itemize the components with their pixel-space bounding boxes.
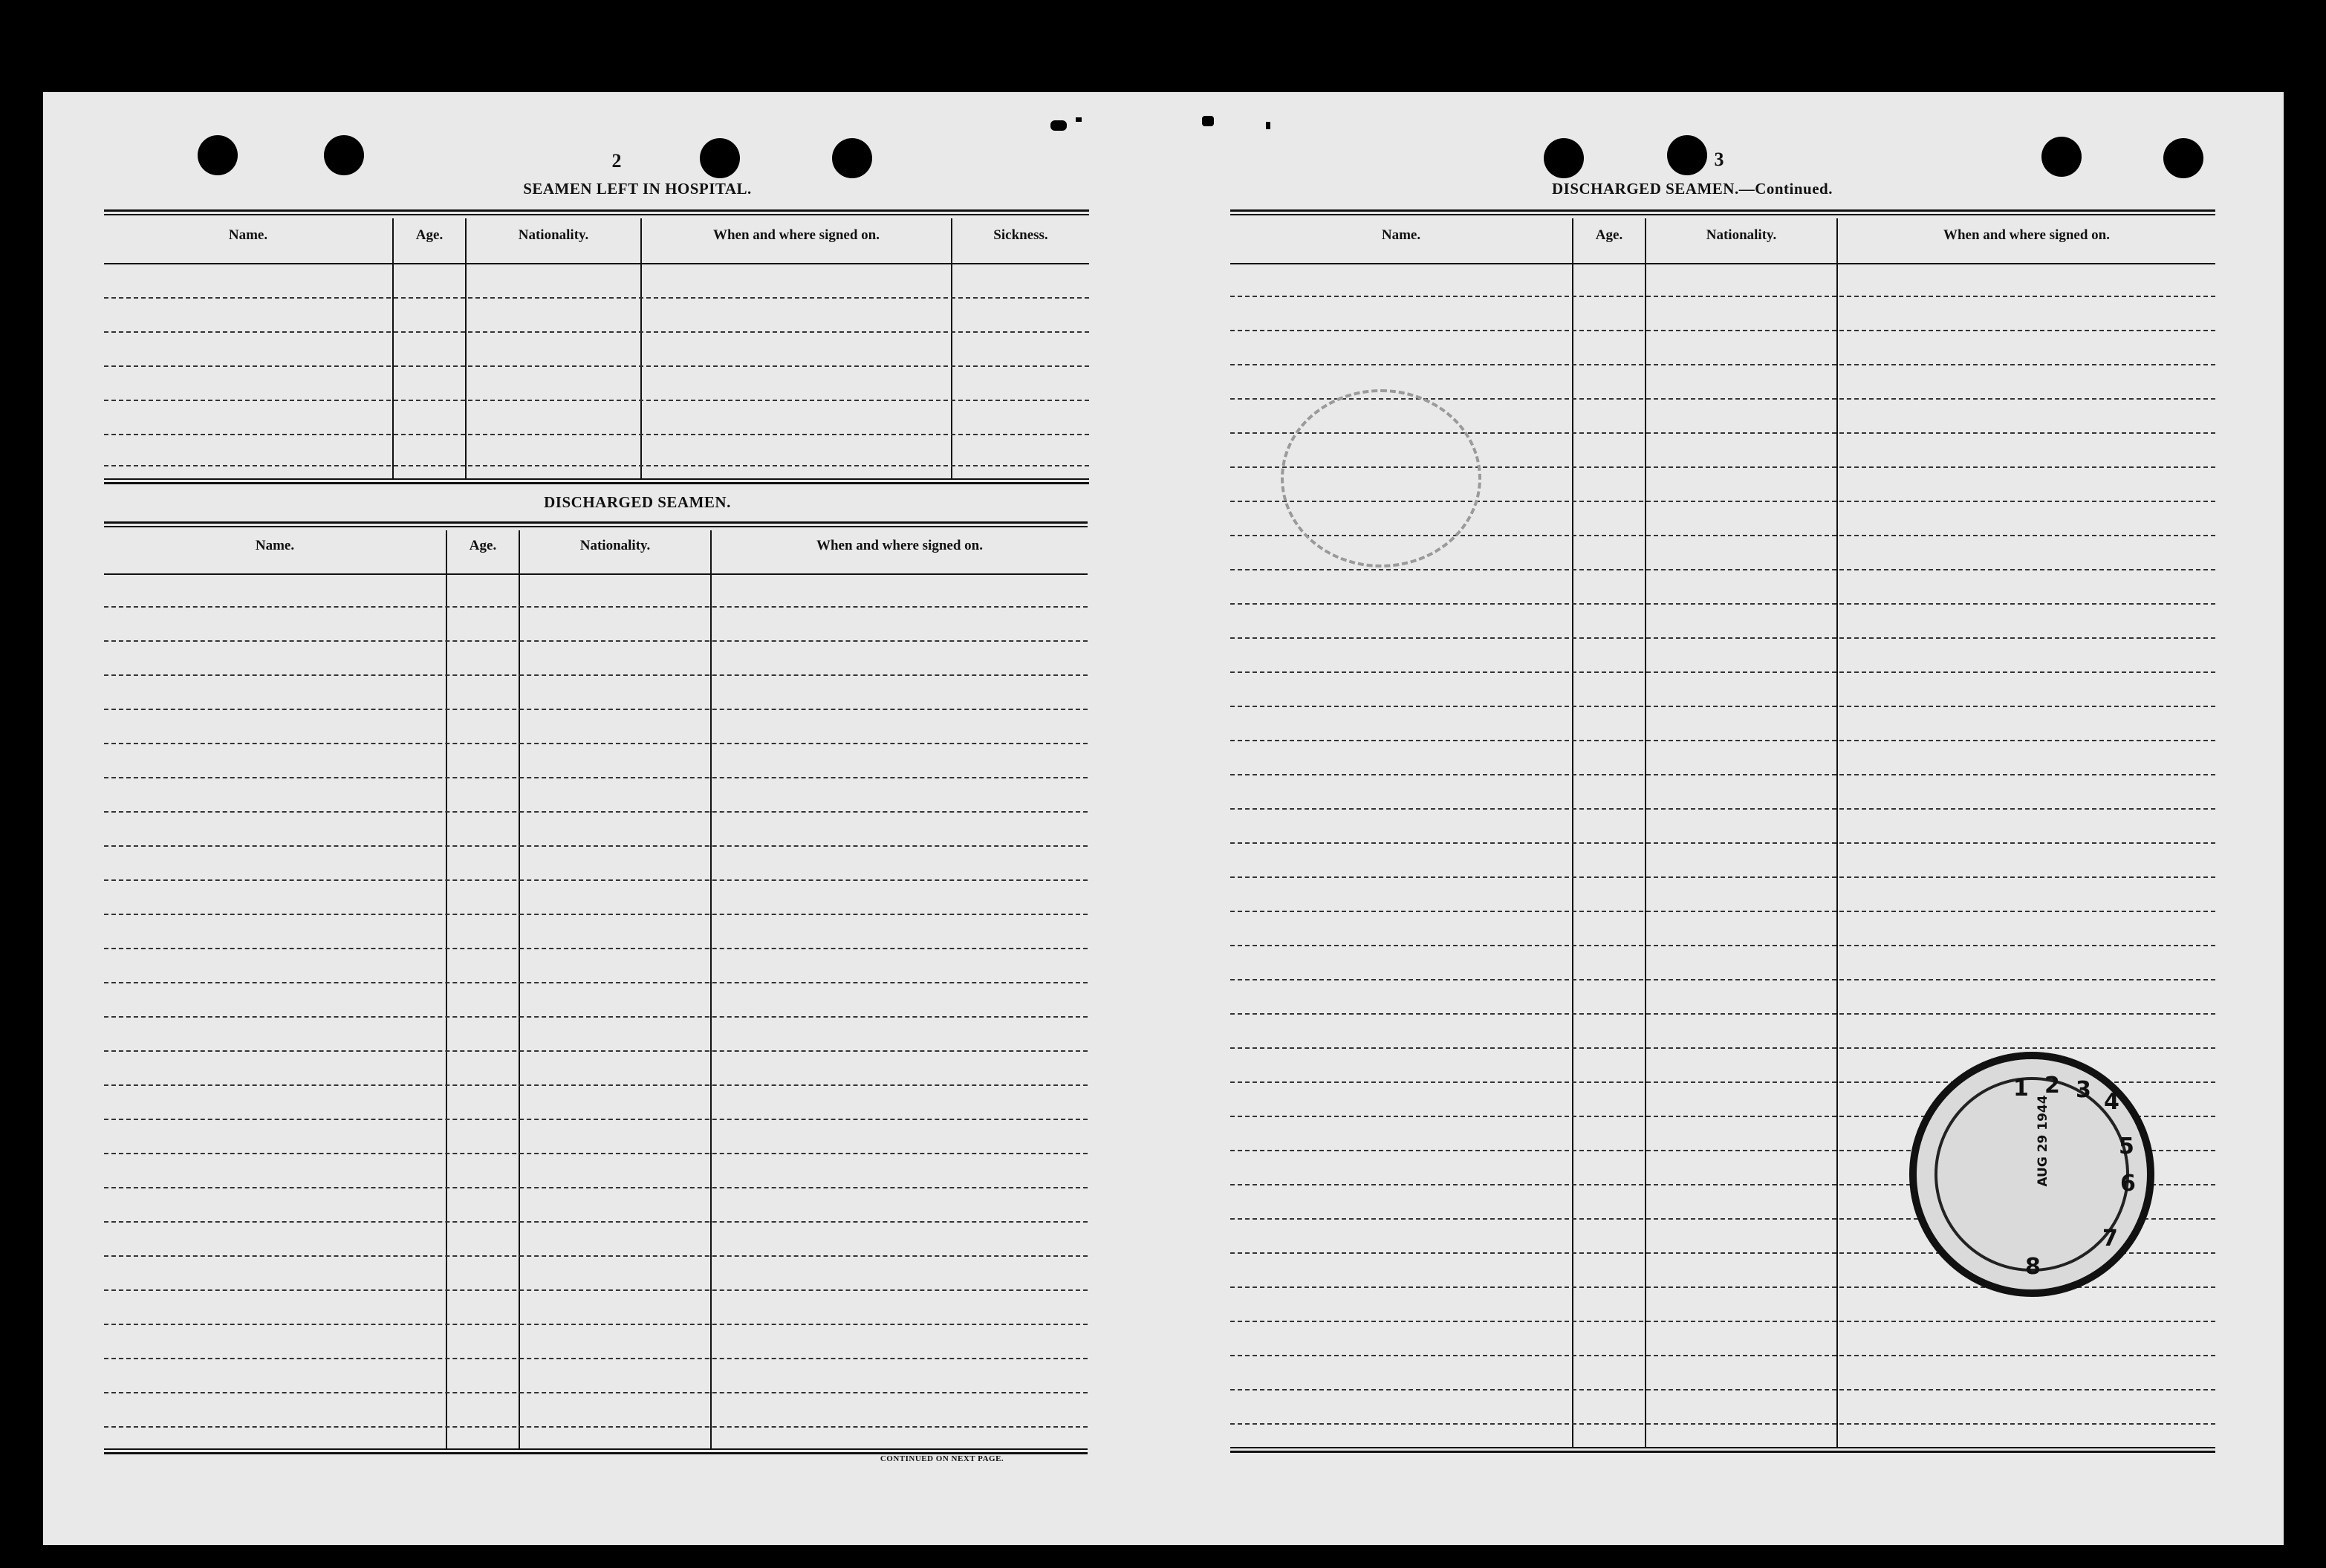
entry-line: [104, 1426, 1088, 1428]
column-header-name: Name.: [1381, 227, 1421, 243]
entry-line: [1230, 1423, 2215, 1425]
entry-line: [104, 1324, 1088, 1325]
column-divider: [710, 530, 712, 1450]
entry-line: [104, 1392, 1088, 1393]
header-underline: [104, 573, 1088, 575]
column-header-nationality: Nationality.: [579, 538, 651, 553]
entry-line: [1230, 569, 2215, 570]
column-divider: [640, 218, 642, 480]
column-divider: [465, 218, 467, 480]
entry-line: [1230, 330, 2215, 331]
entry-line: [104, 1016, 1088, 1018]
entry-line: [104, 982, 1088, 983]
stamp-inner-ring: [1934, 1077, 2129, 1272]
column-header-signed-on: When and where signed on.: [712, 227, 880, 243]
entry-line: [1230, 842, 2215, 844]
entry-line: [1230, 911, 2215, 912]
entry-line: [104, 1050, 1088, 1052]
punch-hole: [2041, 137, 2082, 177]
entry-line: [1230, 706, 2215, 707]
hospital-section-title: SEAMEN LEFT IN HOSPITAL.: [523, 180, 752, 198]
punch-hole: [2163, 138, 2203, 178]
entry-line: [1230, 637, 2215, 639]
entry-line: [1230, 876, 2215, 878]
table-top-rule: [1230, 209, 2215, 215]
stamp-digit: 5: [2119, 1133, 2134, 1159]
table-top-rule: [104, 209, 1089, 215]
entry-line: [104, 1289, 1088, 1291]
scan-artifact: [1076, 117, 1082, 122]
entry-line: [1230, 740, 2215, 741]
entry-line: [104, 465, 1089, 466]
column-header-age: Age.: [415, 227, 444, 243]
stamp-digit: 4: [2104, 1089, 2119, 1115]
punch-hole: [198, 135, 238, 175]
column-divider: [446, 530, 447, 1450]
entry-line: [1230, 1355, 2215, 1356]
scan-artifact: [1202, 116, 1214, 126]
table-top-rule: [104, 521, 1088, 527]
entry-line: [104, 297, 1089, 299]
column-header-name: Name.: [228, 227, 268, 243]
entry-line: [1230, 1013, 2215, 1015]
entry-line: [1230, 1321, 2215, 1322]
column-header-nationality: Nationality.: [518, 227, 589, 243]
entry-line: [1230, 774, 2215, 775]
entry-line: [104, 1358, 1088, 1359]
entry-line: [104, 331, 1089, 333]
continued-note: CONTINUED ON NEXT PAGE.: [880, 1454, 1004, 1463]
entry-line: [1230, 979, 2215, 980]
entry-line: [104, 1255, 1088, 1257]
scan-artifact: [1050, 120, 1067, 131]
punch-hole: [832, 138, 872, 178]
stamp-date-text: AUG 29 1944: [2036, 1095, 2050, 1187]
column-header-name: Name.: [255, 538, 295, 553]
entry-line: [104, 845, 1088, 847]
column-divider: [1836, 218, 1838, 1448]
entry-line: [104, 948, 1088, 949]
column-header-signed-on: When and where signed on.: [1943, 227, 2110, 243]
entry-line: [104, 674, 1088, 676]
hospital-table: [104, 209, 1089, 487]
stamp-digit: 1: [2013, 1076, 2029, 1102]
entry-line: [104, 1153, 1088, 1154]
page-number-right: 3: [1714, 149, 1724, 170]
entry-line: [104, 777, 1088, 778]
column-divider: [1645, 218, 1646, 1448]
entry-line: [104, 606, 1088, 608]
entry-line: [104, 1187, 1088, 1188]
punch-hole: [1544, 138, 1584, 178]
stamp-digit: 8: [2025, 1254, 2041, 1280]
header-underline: [104, 263, 1089, 264]
faint-stamp-impression: [1281, 389, 1481, 567]
entry-line: [104, 1221, 1088, 1223]
table-bottom-rule: [104, 1448, 1088, 1454]
stamp-digit: 7: [2102, 1226, 2118, 1252]
column-divider: [951, 218, 952, 480]
entry-line: [104, 400, 1089, 401]
entry-line: [1230, 945, 2215, 946]
column-header-signed-on: When and where signed on.: [816, 538, 983, 553]
entry-line: [104, 743, 1088, 744]
entry-line: [104, 914, 1088, 915]
table-bottom-rule: [104, 478, 1089, 484]
header-underline: [1230, 263, 2215, 264]
discharged-continued-title: [1514, 180, 1871, 198]
discharged-section-title: DISCHARGED SEAMEN.: [544, 493, 731, 511]
column-divider: [392, 218, 394, 480]
entry-line: [104, 811, 1088, 813]
stamp-digit: 6: [2120, 1171, 2136, 1197]
section-title-suffix: —Continued.: [1738, 180, 1833, 198]
punch-hole: [700, 138, 740, 178]
entry-line: [1230, 1047, 2215, 1049]
date-stamp: [1909, 1052, 2154, 1297]
entry-line: [104, 640, 1088, 642]
entry-line: [1230, 296, 2215, 297]
entry-line: [1230, 808, 2215, 810]
entry-line: [1230, 603, 2215, 605]
stamp-digit: 3: [2076, 1077, 2091, 1103]
column-header-sickness: Sickness.: [993, 227, 1048, 243]
scan-artifact: [1266, 122, 1270, 129]
punch-hole: [324, 135, 364, 175]
page-number-left: 2: [611, 150, 622, 172]
entry-line: [104, 709, 1088, 710]
column-header-age: Age.: [469, 538, 497, 553]
entry-line: [104, 434, 1089, 435]
manifest-sheet: [43, 92, 2284, 1545]
column-divider: [1572, 218, 1573, 1448]
entry-line: [104, 879, 1088, 881]
table-bottom-rule: [1230, 1447, 2215, 1453]
entry-line: [1230, 364, 2215, 365]
column-header-age: Age.: [1595, 227, 1623, 243]
entry-line: [104, 1119, 1088, 1120]
entry-line: [104, 1084, 1088, 1086]
entry-line: [104, 365, 1089, 367]
column-header-nationality: Nationality.: [1706, 227, 1777, 243]
column-divider: [519, 530, 520, 1450]
discharged-table-left: [104, 521, 1088, 1457]
entry-line: [1230, 671, 2215, 673]
entry-line: [1230, 1389, 2215, 1390]
stamp-digit: 2: [2044, 1073, 2060, 1099]
section-title-text: DISCHARGED SEAMEN.: [1552, 180, 1739, 198]
